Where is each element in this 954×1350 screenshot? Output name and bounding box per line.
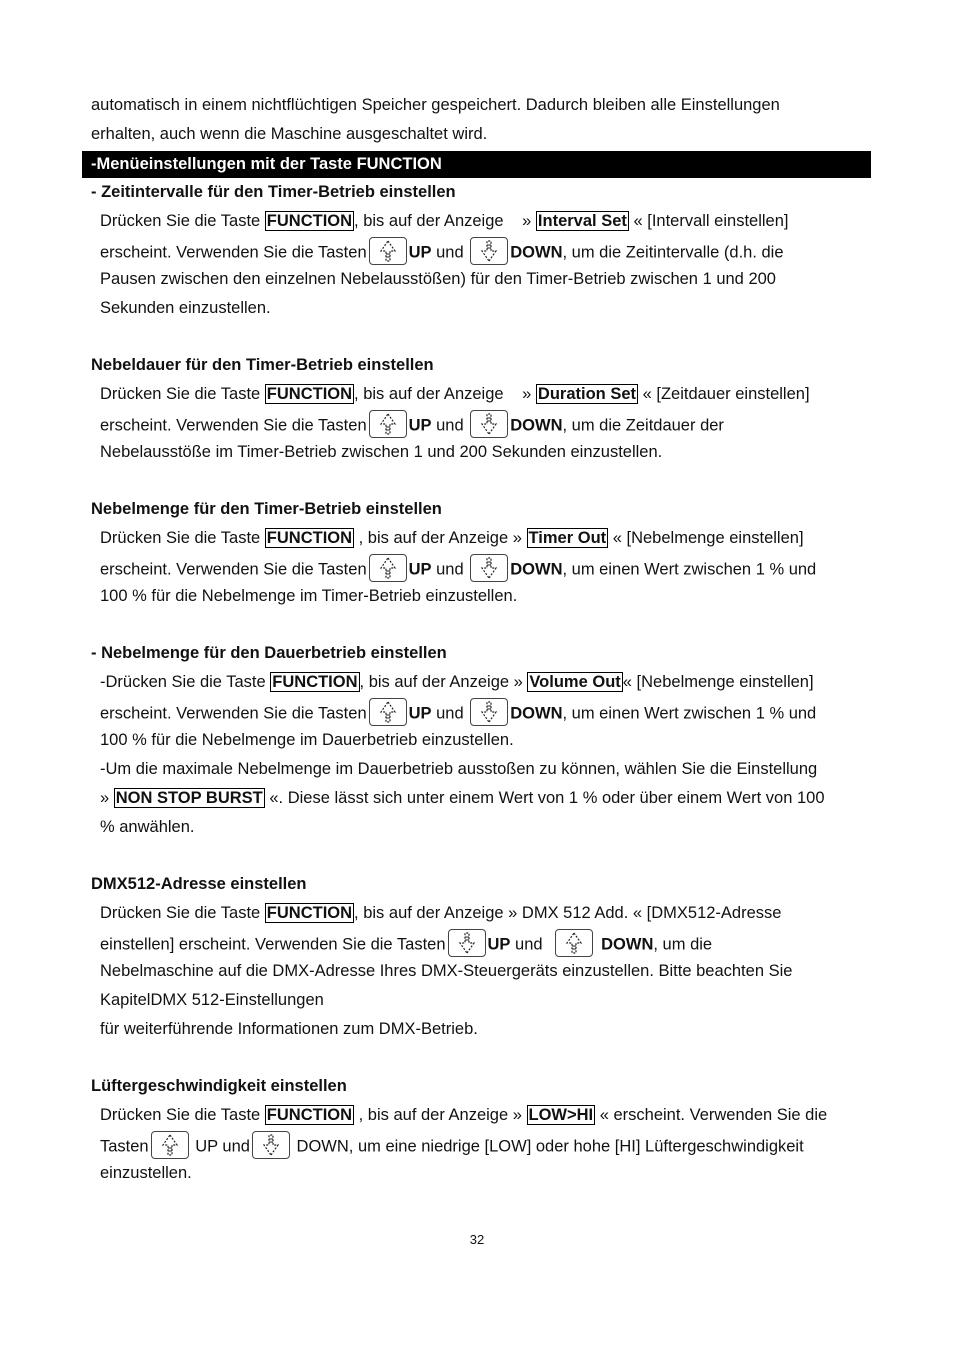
- function-key-label: FUNCTION: [266, 529, 353, 547]
- heading-dmx: DMX512-Adresse einstellen: [91, 875, 307, 893]
- up-key-icon: [369, 698, 407, 726]
- down-key-icon: [448, 929, 486, 957]
- display-non-stop-burst: NON STOP BURST: [115, 789, 263, 807]
- function-key-label: FUNCTION: [266, 904, 353, 922]
- dmx-line-5: für weiterführende Informationen zum DMX-Betrieb.: [100, 1020, 478, 1038]
- interval-line-4: Sekunden einzustellen.: [100, 299, 271, 317]
- volume-line-2: erscheint. Verwenden Sie die Tasten UP und DOWN, um einen Wert zwischen 1 % und: [100, 700, 816, 722]
- heading-fan: Lüftergeschwindigkeit einstellen: [91, 1077, 347, 1095]
- volume-line-5: » NON STOP BURST «. Diese lässt sich unter einem Wert von 1 % oder über einem Wert von 100: [100, 789, 825, 807]
- intro-line-2: erhalten, auch wenn die Maschine ausgeschaltet wird.: [91, 125, 488, 143]
- up-key-icon: [151, 1131, 189, 1159]
- heading-interval: - Zeitintervalle für den Timer-Betrieb einstellen: [91, 183, 456, 201]
- dmx-line-1: Drücken Sie die Taste FUNCTION , bis auf der Anzeige » DMX 512 Add. « [DMX512-Adresse: [100, 904, 782, 922]
- dmx-line-2: einstellen] erscheint. Verwenden Sie die Tasten UP und DOWN, um die: [100, 931, 712, 953]
- display-low-hi: LOW>HI: [528, 1106, 594, 1124]
- display-duration-set: Duration Set: [537, 385, 637, 403]
- interval-line-2: erscheint. Verwenden Sie die Tasten UP und DOWN, um die Zeitintervalle (d.h. die: [100, 239, 784, 261]
- down-key-icon: [470, 237, 508, 265]
- timerout-line-1: Drücken Sie die Taste FUNCTION , bis auf der Anzeige » Timer Out « [Nebelmenge einstellen]: [100, 529, 804, 547]
- volume-line-1: -Drücken Sie die Taste FUNCTION , bis auf der Anzeige » Volume Out « [Nebelmenge einstellen]: [100, 673, 814, 691]
- fan-line-2: Tasten UP und DOWN, um eine niedrige [LOW] oder hohe [HI] Lüftergeschwindigkeit: [100, 1133, 804, 1155]
- function-key-label: FUNCTION: [266, 1106, 353, 1124]
- up-key-icon: [369, 410, 407, 438]
- function-key-label: FUNCTION: [266, 212, 353, 230]
- function-key-label: FUNCTION: [266, 385, 353, 403]
- display-timer-out: Timer Out: [528, 529, 607, 547]
- menu-section-bar: [82, 151, 871, 178]
- timerout-line-3: 100 % für die Nebelmenge im Timer-Betrieb einzustellen.: [100, 587, 518, 605]
- duration-line-1: Drücken Sie die Taste FUNCTION , bis auf der Anzeige » Duration Set « [Zeitdauer einstellen]: [100, 385, 810, 403]
- dmx-line-3: Nebelmaschine auf die DMX-Adresse Ihres DMX-Steuergeräts einzustellen. Bitte beachten Sie: [100, 962, 793, 980]
- volume-line-3: 100 % für die Nebelmenge im Dauerbetrieb einzustellen.: [100, 731, 514, 749]
- heading-volume-out: - Nebelmenge für den Dauerbetrieb einstellen: [91, 644, 447, 662]
- duration-line-3: Nebelausstöße im Timer-Betrieb zwischen 1 und 200 Sekunden einzustellen.: [100, 443, 663, 461]
- menu-section-title: -Menüeinstellungen mit der Taste FUNCTION: [91, 155, 442, 173]
- display-volume-out: Volume Out: [529, 673, 621, 691]
- fan-line-3: einzustellen.: [100, 1164, 192, 1182]
- page-number: 32: [469, 1232, 485, 1247]
- down-key-icon: [252, 1131, 290, 1159]
- display-interval-set: Interval Set: [537, 212, 627, 230]
- up-key-icon: [555, 929, 593, 957]
- fan-line-1: Drücken Sie die Taste FUNCTION , bis auf der Anzeige » LOW>HI « erscheint. Verwenden Sie die: [100, 1106, 828, 1124]
- duration-line-2: erscheint. Verwenden Sie die Tasten UP und DOWN, um die Zeitdauer der: [100, 412, 724, 434]
- interval-line-1: Drücken Sie die Taste FUNCTION , bis auf der Anzeige » Interval Set « [Intervall einstellen]: [100, 212, 789, 230]
- down-key-icon: [470, 698, 508, 726]
- down-key-icon: [470, 410, 508, 438]
- interval-line-3: Pausen zwischen den einzelnen Nebelausstößen) für den Timer-Betrieb zwischen 1 und 200: [100, 270, 776, 288]
- timerout-line-2: erscheint. Verwenden Sie die Tasten UP und DOWN, um einen Wert zwischen 1 % und: [100, 556, 816, 578]
- up-key-icon: [369, 554, 407, 582]
- volume-line-6: % anwählen.: [100, 818, 195, 836]
- dmx-line-4: KapitelDMX 512-Einstellungen: [100, 991, 324, 1009]
- up-key-icon: [369, 237, 407, 265]
- heading-duration: Nebeldauer für den Timer-Betrieb einstellen: [91, 356, 434, 374]
- down-key-icon: [470, 554, 508, 582]
- function-key-label: FUNCTION: [272, 673, 358, 691]
- heading-timer-out: Nebelmenge für den Timer-Betrieb einstellen: [91, 500, 442, 518]
- volume-line-4: -Um die maximale Nebelmenge im Dauerbetrieb ausstoßen zu können, wählen Sie die Einstellung: [100, 760, 818, 778]
- intro-line-1: automatisch in einem nichtflüchtigen Speicher gespeichert. Dadurch bleiben alle Einstellungen: [91, 96, 780, 114]
